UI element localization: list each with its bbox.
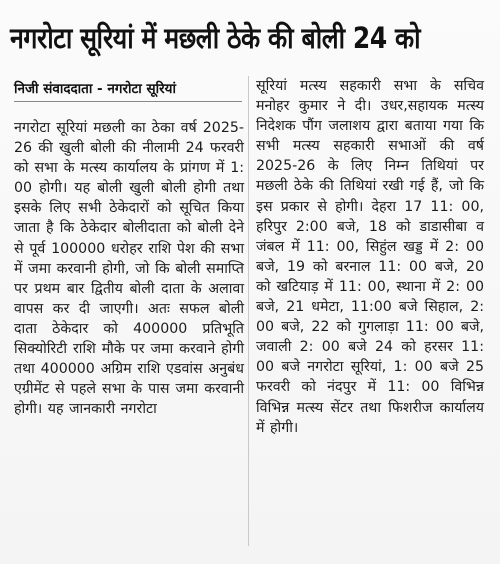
article-body-left-column: नगरोटा सूरियां मछली का ठेका वर्ष 2025-26 की खुली बोली की नीलामी 24 फरवरी को सभा के मत्स्य कार्यालय के प्रांगण में 1: 00 होगी। यह बोली खुली बोली होगी तथा इसके लिए सभी ठेकेदारों को सूचित किया जाता है कि ठेकेदार बोलीदाता को बोली देने से पूर्व 100000 धरोहर राशि पेश की सभा में जमा करवानी होगी, जो कि बोली समाप्ति पर प्रथम बार द्वितीय बोली दाता के अलावा वापस कर दी जाएगी। अतः सफल बोली दाता ठेकेदार को 400000 प्रतिभूति सिक्योरिटी राशि मौके पर जमा करवाने होगी तथा 400000 अग्रिम राशि एडवांस अनुबंध एग्रीमेंट से पहले सभा के पास जमा करवानी होगी। यह जानकारी नगरोटा [14,120,244,418]
article-body-right-column: सूरियां मत्स्य सहकारी सभा के सचिव मनोहर कुमार ने दी। उधर,सहायक मत्स्य निदेशक पौंग जलाशय द्वारा बताया गया कि सभी मत्स्य सहकारी सभाओं की वर्ष 2025-26 के लिए निम्न तिथियां पर मछली ठेके की तिथियां रखी गई हैं, जो कि इस प्रकार से होगी। देहरा 17 11: 00, हरिपुर 2:00 बजे, 18 को डाडासीबा व जंबल में 11: 00, सिहुंल खड्ड में 2: 00 बजे, 19 को बरनाल 11: 00 बजे, 20 को खटियाड़ में 11: 00, स्थाना में 2: 00 बजे, 21 धमेटा, 11:00 बजे सिहाल, 2: 00 बजे, 22 को गुगलाड़ा 11: 00 बजे, जवाली 2: 00 बजे 24 को हरसर 11: 00 बजे नगरोटा सूरियां, 1: 00 बजे 25 फरवरी को नंदपुर में 11: 00 विभिन्न विभिन्न मत्स्य सेंटर तथा फिशरीज कार्यालय में होगी। [256,78,484,436]
byline: निजी संवाददाता - नगरोटा सूरियां [14,80,242,102]
column-divider [248,76,249,546]
headline: नगरोटा सूरियां में मछली ठेके की बोली 24 को [10,21,421,55]
